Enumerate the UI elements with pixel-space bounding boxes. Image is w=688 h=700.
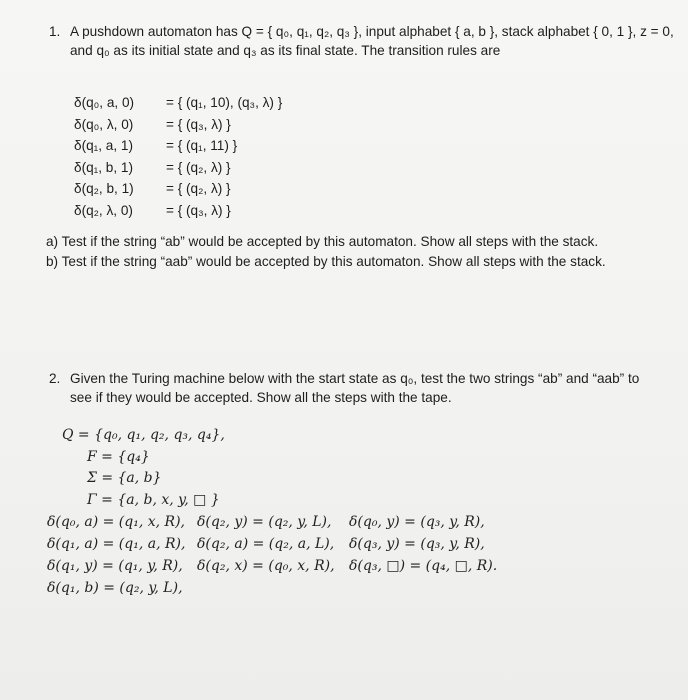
tm-transition: δ(q₀, y) = (q₃, y, R), xyxy=(349,514,485,530)
tm-transition: δ(q₀, a) = (q₁, x, R), xyxy=(47,514,185,530)
pda-rule: δ(q₂, λ, 0) = { (q₃, λ) } xyxy=(74,202,231,218)
tm-transition: δ(q₃, y) = (q₃, y, R), xyxy=(349,536,485,552)
tm-transition: δ(q₂, y) = (q₂, y, L), xyxy=(197,514,332,530)
question-1-intro: A pushdown automaton has Q = { q₀, q₁, q₂, q₃ }, input alphabet { a, b }, stack alphabet { 0, 1 }, z = 0, and q₀ as its initial state and q₃ as its final state. The transition rules are xyxy=(70,24,674,58)
question-2-number: 2. xyxy=(49,371,61,386)
tm-final-states: F = {q₄} xyxy=(87,448,150,465)
tm-transition: δ(q₁, b) = (q₂, y, L), xyxy=(47,580,183,596)
tm-tape-alphabet: Γ = {a, b, x, y, □ } xyxy=(87,491,220,508)
pda-transition-rules xyxy=(74,92,282,221)
question-1 xyxy=(49,22,675,60)
tm-transitions-col-3 xyxy=(349,511,497,577)
tm-definitions xyxy=(62,425,225,511)
part-a: a) Test if the string “ab” would be accepted by this automaton. Show all steps with the stack. xyxy=(46,234,599,249)
part-b: b) Test if the string “aab” would be accepted by this automaton. Show all steps with the stack. xyxy=(46,254,606,269)
pda-rule: δ(q₂, b, 1) = { (q₂, λ) } xyxy=(74,181,231,196)
question-1-number: 1. xyxy=(49,24,61,39)
tm-transition: δ(q₂, a) = (q₂, a, L), xyxy=(197,536,335,552)
tm-transition: δ(q₃, □) = (q₄, □, R). xyxy=(349,558,498,574)
question-2-intro: Given the Turing machine below with the start state as q₀, test the two strings “ab” and “aab” to see if they would be accepted. Show all the steps with the tape. xyxy=(70,371,640,405)
pda-rule: δ(q₀, a, 0) = { (q₁, 10), (q₃, λ) } xyxy=(74,95,283,110)
pda-rule: δ(q₀, λ, 0) = { (q₃, λ) } xyxy=(74,116,231,132)
question-2 xyxy=(49,369,660,407)
question-1-parts xyxy=(46,232,606,272)
tm-transitions-col-2 xyxy=(197,511,335,577)
tm-transition: δ(q₁, y) = (q₁, y, R), xyxy=(47,558,183,574)
tm-transition: δ(q₁, a) = (q₁, a, R), xyxy=(47,536,186,552)
tm-transition: δ(q₂, x) = (q₀, x, R), xyxy=(197,558,335,574)
pda-rule: δ(q₁, b, 1) = { (q₂, λ) } xyxy=(74,159,231,175)
tm-states: Q = {q₀, q₁, q₂, q₃, q₄}, xyxy=(62,427,225,443)
tm-input-alphabet: Σ = {a, b} xyxy=(87,470,162,486)
tm-transitions-col-1 xyxy=(47,511,185,599)
pda-rule: δ(q₁, a, 1) = { (q₁, 11) } xyxy=(74,138,238,153)
